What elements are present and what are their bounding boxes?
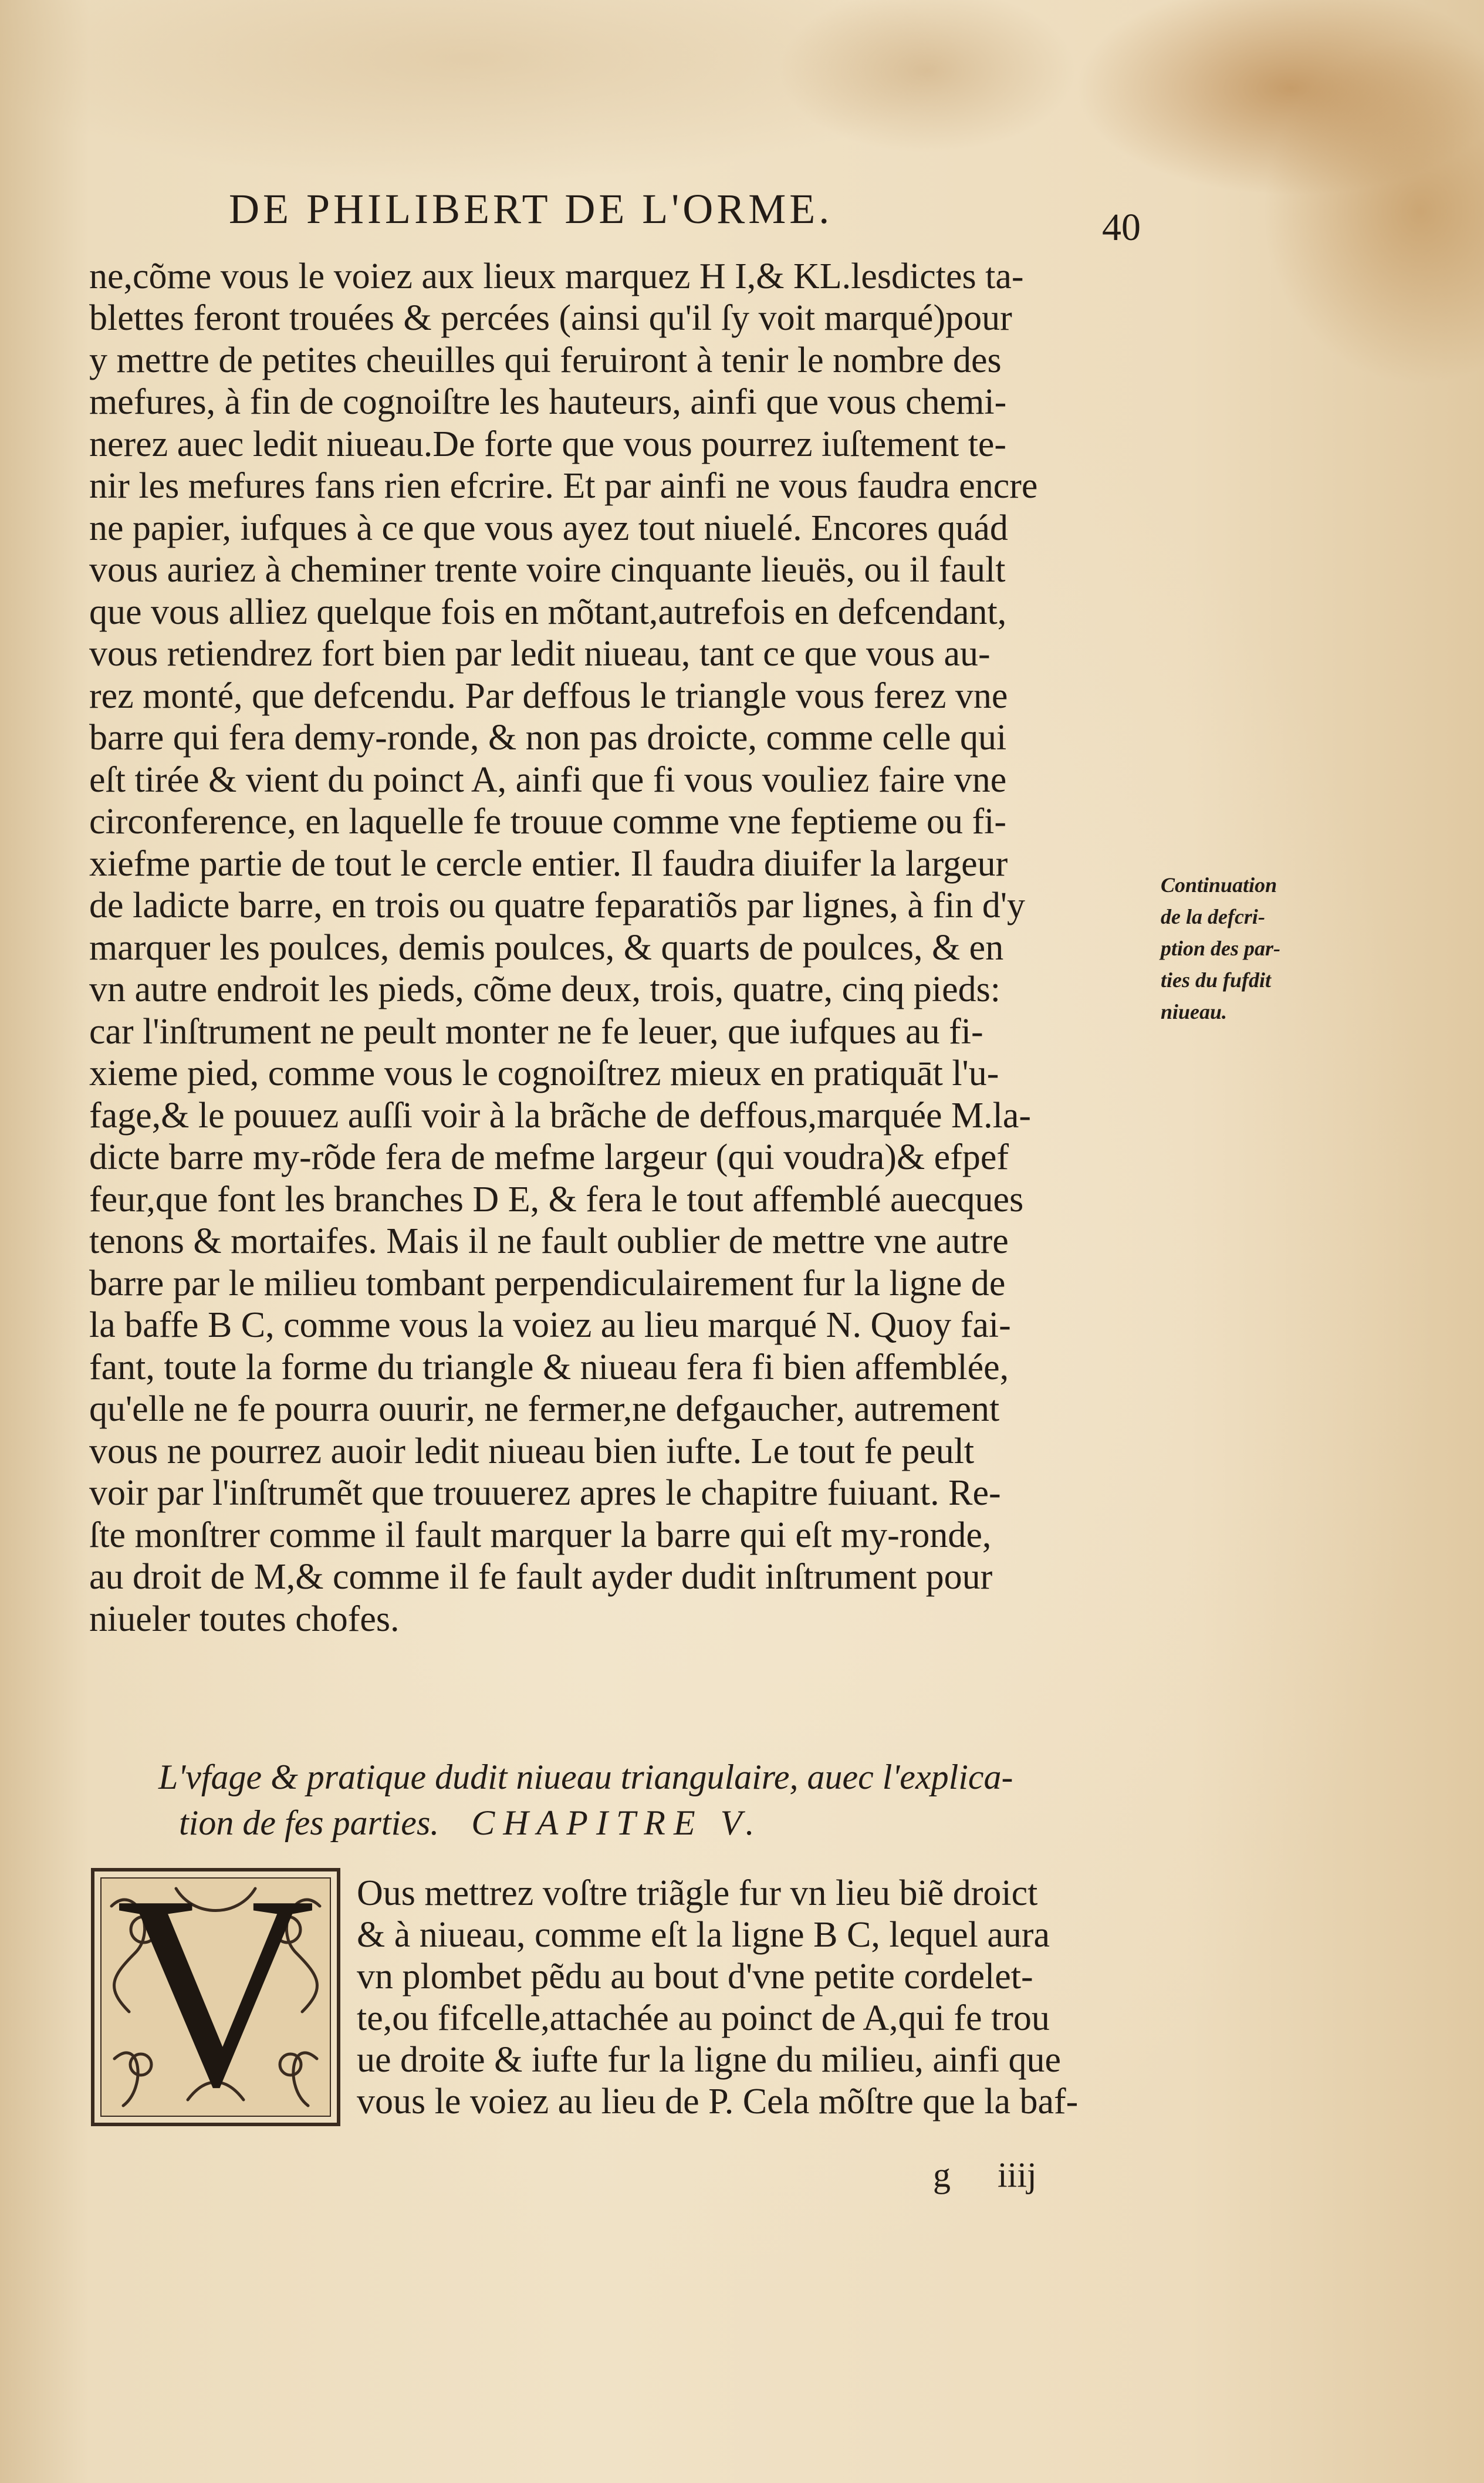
text-line: barre qui fera demy-ronde, & non pas droicte, comme celle qui — [89, 718, 1007, 758]
text-line: fage,& le pouuez auſſi voir à la brãche de deffous,marquée M.la- — [89, 1096, 1032, 1136]
text-line: nerez auec ledit niueau.De forte que vous pourrez iuſtement te- — [89, 424, 1007, 464]
running-head: DE PHILIBERT DE L'ORME. — [229, 185, 833, 232]
signature-letter: g — [933, 2156, 951, 2194]
text-line: car l'inſtrument ne peult monter ne fe leuer, que iufques au fi- — [89, 1012, 983, 1052]
text-line: nir les mefures fans rien efcrire. Et par ainfi ne vous faudra encre — [89, 466, 1038, 506]
text-line: vous auriez à cheminer trente voire cinquante lieuës, ou il fault — [89, 550, 1006, 590]
text-line: vn plombet pẽdu au bout d'vne petite cordelet- — [357, 1957, 1033, 1996]
margin-note-line: ties du fufdit — [1161, 968, 1272, 992]
text-line: ne,cõme vous le voiez aux lieux marquez H I,& KL.lesdictes ta- — [89, 256, 1024, 296]
margin-note-line: niueau. — [1161, 1000, 1228, 1023]
text-line: xiefme partie de tout le cercle entier. Il faudra diuifer la largeur — [89, 844, 1008, 884]
margin-note-line: Continuation — [1161, 873, 1277, 897]
text-line: que vous alliez quelque fois en mõtant,autrefois en defcendant, — [89, 592, 1007, 632]
text-line: vous retiendrez fort bien par ledit niueau, tant ce que vous au- — [89, 634, 991, 674]
chapter-label: CHAPITRE V. — [471, 1803, 763, 1842]
chapter-heading-line: L'vfage & pratique dudit niueau triangulaire, auec l'explica- — [158, 1758, 1013, 1796]
folio-number: 40 — [1102, 206, 1141, 249]
text-line: rez monté, que defcendu. Par deffous le triangle vous ferez vne — [89, 676, 1008, 716]
text-line: vous ne pourrez auoir ledit niueau bien iufte. Le tout fe peult — [89, 1431, 975, 1471]
text-line: de ladicte barre, en trois ou quatre feparatiõs par lignes, à fin d'y — [89, 886, 1025, 925]
text-line: ue droite & iufte fur la ligne du milieu, ainfi que — [357, 2040, 1062, 2080]
text-line: vn autre endroit les pieds, cõme deux, trois, quatre, cinq pieds: — [89, 969, 1001, 1009]
text-line: dicte barre my-rõde fera de mefme largeur (qui voudra)& efpef — [89, 1137, 1009, 1177]
text-line: feur,que font les branches D E, & fera le tout affemblé auecques — [89, 1180, 1024, 1219]
text-line: au droit de M,& comme il fe fault ayder dudit inſtrument pour — [89, 1557, 993, 1597]
text-line: xieme pied, comme vous le cognoiſtrez mieux en pratiquāt l'u- — [89, 1053, 999, 1093]
text-line: y mettre de petites cheuilles qui feruiront à tenir le nombre des — [89, 340, 1002, 380]
margin-note-line: ption des par- — [1161, 937, 1281, 960]
margin-note-line: de la defcri- — [1161, 905, 1265, 928]
text-line: & à niueau, comme eſt la ligne B C, lequel aura — [357, 1915, 1050, 1955]
decorated-initial — [88, 1838, 343, 2144]
text-line: Ous mettrez voſtre triãgle fur vn lieu biẽ droict — [357, 1873, 1038, 1913]
text-line: ne papier, iufques à ce que vous ayez tout niuelé. Encores quád — [89, 508, 1008, 548]
text-line: ſte monſtrer comme il fault marquer la barre qui eſt my-ronde, — [89, 1515, 992, 1555]
text-line: barre par le milieu tombant perpendiculairement fur la ligne de — [89, 1264, 1006, 1303]
signature-number: iiij — [998, 2156, 1037, 2194]
chapter-heading-line — [179, 1805, 763, 1840]
text-line: fant, toute la forme du triangle & niueau fera fi bien affemblée, — [89, 1347, 1009, 1387]
text-line: marquer les poulces, demis poulces, & quarts de poulces, & en — [89, 928, 1004, 968]
text-line: qu'elle ne fe pourra ouurir, ne fermer,ne defgaucher, autrement — [89, 1389, 1000, 1429]
chapter-heading-text: tion de fes parties. — [179, 1803, 440, 1842]
text-line: blettes feront trouées & percées (ainsi qu'il ſy voit marqué)pour — [89, 298, 1012, 338]
text-line: circonference, en laquelle fe trouue comme vne feptieme ou fi- — [89, 802, 1006, 842]
text-line: niueler toutes chofes. — [89, 1599, 400, 1639]
text-line: te,ou fifcelle,attachée au poinct de A,qui fe trou — [357, 1998, 1050, 2038]
text-line: voir par l'inſtrumẽt que trouuerez apres le chapitre fuiuant. Re- — [89, 1473, 1001, 1513]
text-line: la baffe B C, comme vous la voiez au lieu marqué N. Quoy fai- — [89, 1305, 1011, 1345]
text-line: mefures, à fin de cognoiſtre les hauteurs, ainfi que vous chemi- — [89, 382, 1007, 422]
text-line: tenons & mortaifes. Mais il ne fault oublier de mettre vne autre — [89, 1221, 1009, 1261]
text-line: eſt tirée & vient du poinct A, ainfi que fi vous vouliez faire vne — [89, 760, 1007, 800]
text-line: vous le voiez au lieu de P. Cela mõſtre que la baf- — [357, 2082, 1079, 2121]
initial-letter: V — [116, 1838, 316, 2144]
